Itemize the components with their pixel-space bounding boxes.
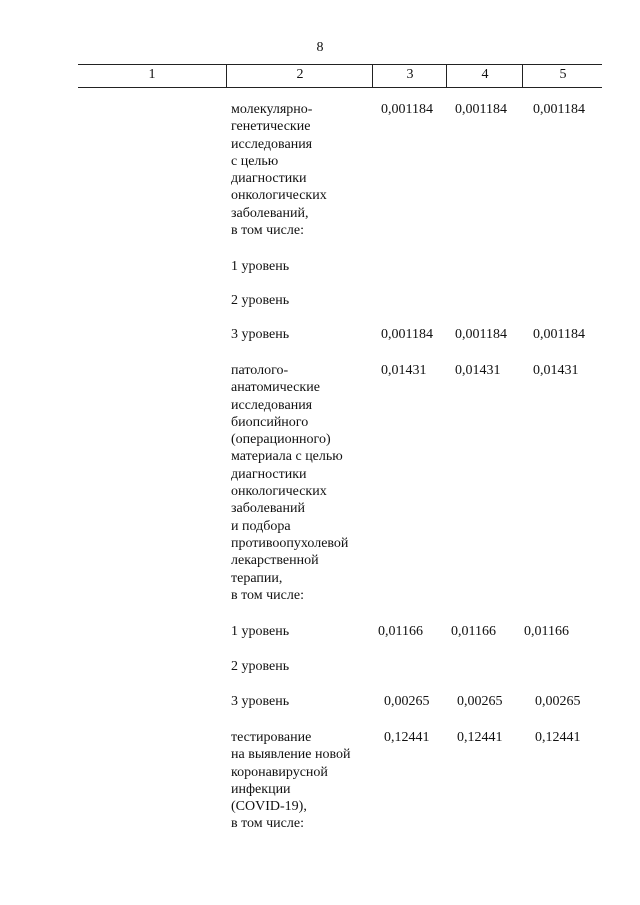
column-header-4: 4 — [446, 65, 523, 87]
row-label: 1 уровень — [231, 259, 290, 274]
row-label: 2 уровень — [231, 293, 290, 308]
row-value-col5: 0,00265 — [535, 694, 581, 709]
row-label: 3 уровень — [231, 327, 290, 342]
row-value-col4: 0,001184 — [455, 327, 507, 342]
row-label: тестирование на выявление новой коронавирусной инфекции (COVID-19), в том числе: — [231, 730, 351, 832]
row-value-col4: 0,001184 — [455, 102, 507, 117]
row-value-col3: 0,001184 — [381, 327, 433, 342]
column-header-3: 3 — [372, 65, 447, 87]
row-label: молекулярно- генетические исследования с целью диагностики онкологических заболеваний, в том числе: — [231, 102, 327, 239]
row-value-col4: 0,01431 — [455, 363, 501, 378]
row-value-col5: 0,01166 — [524, 624, 569, 639]
row-value-col5: 0,12441 — [535, 730, 581, 745]
row-value-col3: 0,01166 — [378, 624, 423, 639]
row-value-col4: 0,00265 — [457, 694, 503, 709]
row-value-col5: 0,01431 — [533, 363, 579, 378]
table-header — [78, 64, 602, 88]
row-label: 1 уровень — [231, 624, 290, 639]
row-label: патолого- анатомические исследования биопсийного (операционного) материала с целью диагностики онкологических заболеваний и подбора противоопухолевой лекарственной терапии, в том числе: — [231, 363, 349, 603]
row-value-col3: 0,00265 — [384, 694, 430, 709]
row-value-col4: 0,01166 — [451, 624, 496, 639]
row-value-col5: 0,001184 — [533, 327, 585, 342]
row-label: 2 уровень — [231, 659, 290, 674]
row-value-col5: 0,001184 — [533, 102, 585, 117]
row-value-col3: 0,01431 — [381, 363, 427, 378]
column-header-1: 1 — [148, 67, 156, 82]
column-header-2: 2 — [226, 65, 373, 87]
row-value-col3: 0,12441 — [384, 730, 430, 745]
row-label: 3 уровень — [231, 694, 290, 709]
page-number: 8 — [316, 40, 324, 55]
column-header-5: 5 — [522, 65, 603, 87]
row-value-col4: 0,12441 — [457, 730, 503, 745]
row-value-col3: 0,001184 — [381, 102, 433, 117]
